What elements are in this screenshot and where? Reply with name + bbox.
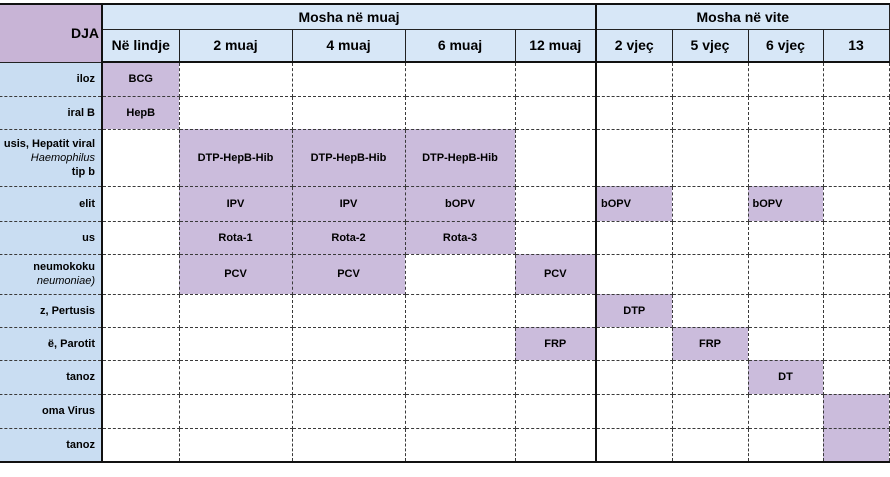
disease-label-line: z, Pertusis — [39, 304, 95, 317]
disease-label-line: iloz — [76, 73, 95, 85]
disease-label-line: tanoz — [66, 371, 95, 383]
schedule-cell — [515, 62, 596, 96]
schedule-cell — [823, 62, 889, 96]
schedule-cell — [102, 428, 179, 462]
row-tb — [0, 62, 889, 96]
disease-label-line: oma Virus — [42, 405, 95, 417]
disease-label — [0, 394, 102, 428]
row-polio — [0, 186, 889, 221]
schedule-cell: PCV — [292, 254, 405, 294]
disease-label-line: neumoniae) — [36, 275, 95, 287]
schedule-cell: bOPV — [405, 186, 515, 221]
schedule-cell — [823, 186, 889, 221]
schedule-cell — [823, 327, 889, 360]
schedule-cell — [596, 428, 672, 462]
schedule-cell — [102, 360, 179, 394]
schedule-cell — [102, 394, 179, 428]
schedule-cell — [405, 428, 515, 462]
disease-label — [0, 360, 102, 394]
schedule-cell — [748, 394, 823, 428]
schedule-cell — [179, 428, 292, 462]
schedule-table — [0, 3, 890, 463]
schedule-cell: IPV — [292, 186, 405, 221]
schedule-cell — [292, 96, 405, 129]
months-group-header — [102, 4, 596, 29]
schedule-cell: IPV — [179, 186, 292, 221]
schedule-cell — [515, 129, 596, 186]
schedule-cell — [672, 394, 748, 428]
age-header: 13 — [823, 29, 889, 62]
disease-label — [0, 62, 102, 96]
schedule-cell — [515, 360, 596, 394]
disease-label — [0, 428, 102, 462]
schedule-cell — [672, 186, 748, 221]
schedule-cell — [405, 254, 515, 294]
row-hepb — [0, 96, 889, 129]
schedule-cell: bOPV — [748, 186, 823, 221]
schedule-cell: BCG — [102, 62, 179, 96]
schedule-cell — [515, 428, 596, 462]
disease-label — [0, 129, 102, 186]
schedule-cell: PCV — [515, 254, 596, 294]
row-dtp — [0, 294, 889, 327]
schedule-cell — [102, 254, 179, 294]
schedule-cell — [672, 62, 748, 96]
schedule-cell — [405, 62, 515, 96]
schedule-cell — [672, 428, 748, 462]
row-rota — [0, 221, 889, 254]
row-frp — [0, 327, 889, 360]
disease-label — [0, 186, 102, 221]
schedule-cell — [102, 186, 179, 221]
schedule-cell — [748, 254, 823, 294]
schedule-cell — [596, 254, 672, 294]
schedule-cell: HepB — [102, 96, 179, 129]
disease-label — [0, 327, 102, 360]
row-dtp-hepb-hib — [0, 129, 889, 186]
schedule-cell — [823, 294, 889, 327]
schedule-cell — [179, 294, 292, 327]
schedule-cell — [405, 294, 515, 327]
schedule-cell — [823, 221, 889, 254]
schedule-cell: Rota-3 — [405, 221, 515, 254]
age-header: 4 muaj — [292, 29, 405, 62]
disease-label-line: iral B — [67, 106, 95, 119]
schedule-cell: DTP-HepB-Hib — [292, 129, 405, 186]
schedule-cell — [823, 254, 889, 294]
disease-label-line: tanoz — [66, 438, 95, 451]
schedule-cell — [748, 428, 823, 462]
age-header: 2 vjeç — [596, 29, 672, 62]
disease-label-line: ë, Parotit — [47, 337, 95, 350]
schedule-cell — [179, 360, 292, 394]
schedule-cell — [748, 221, 823, 254]
age-header: 6 vjeç — [748, 29, 823, 62]
age-header: 6 muaj — [405, 29, 515, 62]
schedule-cell: FRP — [515, 327, 596, 360]
disease-label — [0, 96, 102, 129]
schedule-cell — [748, 129, 823, 186]
age-header: 2 muaj — [179, 29, 292, 62]
months-group-label: Mosha në muaj — [298, 8, 400, 25]
disease-label-line: neumokoku — [33, 261, 95, 273]
schedule-cell — [515, 221, 596, 254]
schedule-cell — [748, 294, 823, 327]
schedule-cell — [596, 221, 672, 254]
schedule-cell — [405, 327, 515, 360]
schedule-cell — [179, 394, 292, 428]
row-pneumo — [0, 254, 889, 294]
schedule-cell — [672, 254, 748, 294]
schedule-cell — [179, 327, 292, 360]
age-header-row — [0, 29, 889, 62]
schedule-cell — [596, 129, 672, 186]
schedule-cell: DTP — [596, 294, 672, 327]
age-header: 5 vjeç — [672, 29, 748, 62]
schedule-cell — [292, 360, 405, 394]
schedule-cell — [292, 428, 405, 462]
disease-label-line: Haemophilus — [30, 151, 95, 164]
years-group-label: Mosha në vite — [696, 8, 790, 25]
years-group-header — [596, 4, 889, 29]
disease-label-line: usis, Hepatit viral — [3, 137, 95, 150]
schedule-cell — [596, 327, 672, 360]
schedule-cell — [672, 129, 748, 186]
disease-label-line: elit — [79, 197, 95, 210]
schedule-cell — [596, 394, 672, 428]
schedule-cell — [672, 360, 748, 394]
schedule-cell — [515, 394, 596, 428]
schedule-cell — [102, 221, 179, 254]
schedule-cell — [515, 294, 596, 327]
schedule-cell: DT — [748, 360, 823, 394]
schedule-cell: FRP — [672, 327, 748, 360]
schedule-cell: Rota-2 — [292, 221, 405, 254]
schedule-cell — [179, 62, 292, 96]
schedule-cell: DTP-HepB-Hib — [179, 129, 292, 186]
schedule-cell — [405, 96, 515, 129]
disease-label — [0, 294, 102, 327]
schedule-cell — [748, 62, 823, 96]
schedule-cell — [292, 62, 405, 96]
corner-label: DJA — [70, 25, 99, 42]
schedule-cell — [405, 394, 515, 428]
schedule-cell — [102, 129, 179, 186]
schedule-cell — [292, 294, 405, 327]
schedule-cell — [292, 394, 405, 428]
schedule-cell — [823, 360, 889, 394]
schedule-cell — [179, 96, 292, 129]
schedule-cell — [823, 394, 889, 428]
schedule-cell: PCV — [179, 254, 292, 294]
disease-label-line: tip b — [71, 165, 95, 178]
schedule-cell — [748, 327, 823, 360]
schedule-cell — [102, 294, 179, 327]
schedule-cell — [823, 129, 889, 186]
schedule-cell — [515, 96, 596, 129]
schedule-cell — [292, 327, 405, 360]
corner-header — [0, 4, 102, 62]
row-hpv — [0, 394, 889, 428]
age-header: Në lindje — [102, 29, 179, 62]
disease-label — [0, 221, 102, 254]
schedule-body — [0, 62, 889, 462]
schedule-cell — [596, 62, 672, 96]
schedule-cell — [102, 327, 179, 360]
schedule-cell — [748, 96, 823, 129]
schedule-cell — [823, 428, 889, 462]
schedule-cell — [596, 360, 672, 394]
schedule-cell — [672, 221, 748, 254]
row-td — [0, 428, 889, 462]
row-dt — [0, 360, 889, 394]
schedule-cell — [515, 186, 596, 221]
schedule-cell — [672, 294, 748, 327]
schedule-cell — [672, 96, 748, 129]
schedule-cell — [823, 96, 889, 129]
age-header: 12 muaj — [515, 29, 596, 62]
schedule-cell — [405, 360, 515, 394]
schedule-cell: bOPV — [596, 186, 672, 221]
disease-label-line: us — [82, 231, 95, 244]
disease-label — [0, 254, 102, 294]
schedule-cell: Rota-1 — [179, 221, 292, 254]
schedule-cell: DTP-HepB-Hib — [405, 129, 515, 186]
schedule-cell — [596, 96, 672, 129]
